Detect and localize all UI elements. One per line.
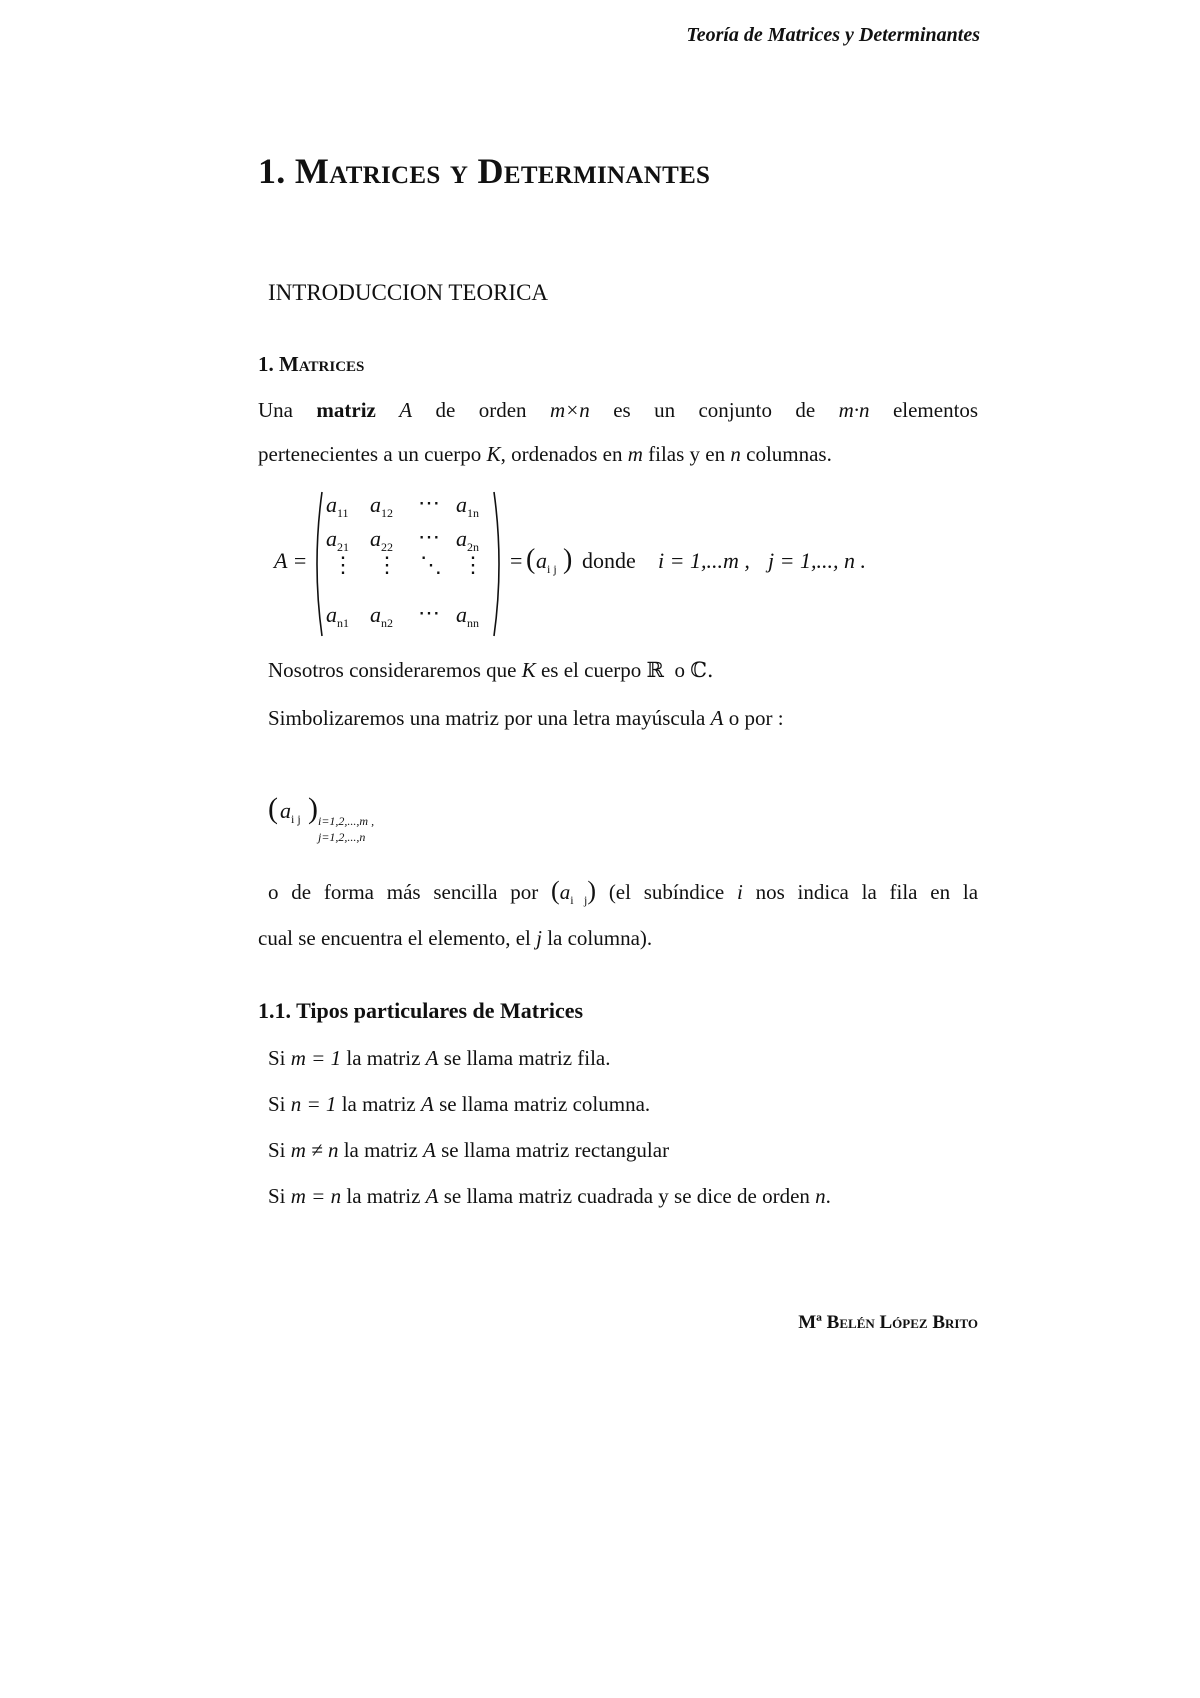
section-heading-matrices: 1. Matrices bbox=[258, 352, 365, 376]
math-A: A bbox=[710, 706, 724, 730]
bold-term-matriz: matriz bbox=[316, 398, 376, 422]
chapter-title-text: Matrices y Determinantes bbox=[294, 151, 711, 191]
math-A: A bbox=[399, 398, 413, 422]
matrix-cell: $a_{n1}$ bbox=[326, 602, 349, 630]
math-A: A bbox=[423, 1138, 436, 1162]
matrix-cell: $a_{12}$ bbox=[370, 492, 393, 520]
running-header: Teoría de Matrices y Determinantes bbox=[686, 24, 980, 46]
matrix-cell: ⋮ bbox=[376, 552, 398, 577]
math-A: A bbox=[425, 1184, 439, 1208]
definition-paragraph bbox=[258, 398, 978, 486]
matrix-equation bbox=[270, 490, 970, 640]
left-paren-icon bbox=[310, 490, 324, 638]
intro-heading: INTRODUCCION TEORICA bbox=[268, 280, 549, 305]
type-item-column: Si n = 1 la matriz A se llama matriz columna. bbox=[268, 1092, 651, 1116]
type-item-square: Si m = n la matriz A se llama matriz cuadrada y se dice de orden n. bbox=[268, 1184, 831, 1208]
text: la columna). bbox=[547, 926, 653, 950]
math-m: m bbox=[627, 442, 643, 466]
text: Nosotros consideraremos que bbox=[268, 658, 517, 682]
definition-line-1 bbox=[258, 398, 978, 442]
text: es el cuerpo bbox=[540, 658, 642, 682]
index-i-range: i=1,2,...,m , bbox=[318, 814, 375, 828]
math-K: K bbox=[521, 658, 536, 682]
simple-line-1: o de forma más sencilla por $(a_{i j})$ (el subíndice i nos indica la fila en la bbox=[268, 876, 979, 907]
text: filas y en bbox=[648, 442, 726, 466]
math-j: j bbox=[536, 926, 542, 950]
complex-symbol: ℂ. bbox=[690, 658, 714, 682]
simple-notation-paragraph bbox=[258, 876, 978, 970]
donde-text: donde bbox=[582, 548, 636, 573]
math-sub-ij: i j bbox=[570, 893, 588, 907]
matrix-cell: ⋯ bbox=[418, 490, 440, 515]
left-paren: ( bbox=[268, 792, 278, 825]
right-paren-aij: ) bbox=[563, 544, 573, 575]
matrix-cell: ⋮ bbox=[462, 552, 484, 577]
math-a: a bbox=[559, 880, 571, 904]
math-mxn: m×n bbox=[549, 398, 590, 422]
math-condition: n = 1 bbox=[290, 1092, 337, 1116]
matrix-cell: ⋯ bbox=[418, 600, 440, 625]
matrix-cell: $a_{n2}$ bbox=[370, 602, 393, 630]
range-j: j = 1,..., n . bbox=[768, 548, 866, 573]
matrix-cell: $a_{nn}$ bbox=[456, 602, 479, 630]
text: de orden bbox=[435, 398, 527, 422]
text: , ordenados en bbox=[500, 442, 623, 466]
definition-line-2 bbox=[258, 442, 978, 486]
text: Simbolizaremos una matriz por una letra mayúscula bbox=[268, 706, 706, 730]
simple-line-2 bbox=[258, 926, 978, 970]
right-paren: ) bbox=[308, 792, 318, 825]
text: (el subíndice bbox=[608, 880, 725, 904]
chapter-number: 1. bbox=[258, 151, 286, 191]
index-j-range: j=1,2,...,n bbox=[318, 830, 366, 844]
math-A: A bbox=[425, 1046, 439, 1070]
text: columnas. bbox=[746, 442, 832, 466]
matrix-cell: $a_{21}$ bbox=[326, 526, 349, 554]
matrix-cell: ⋮ bbox=[332, 552, 354, 577]
text: o de forma más sencilla por bbox=[268, 880, 539, 904]
math-n: n bbox=[815, 1184, 826, 1208]
chapter-title bbox=[258, 150, 710, 192]
notation-aij bbox=[268, 792, 428, 854]
matrix-cell: ⋱ bbox=[420, 552, 442, 577]
type-item-rectangular: Si m ≠ n la matriz A se llama matriz rectangular bbox=[268, 1138, 670, 1162]
math-i: i bbox=[736, 880, 743, 904]
author-signature: Mª Belén López Brito bbox=[798, 1312, 978, 1333]
subsection-heading: 1.1. Tipos particulares de Matrices bbox=[258, 998, 584, 1023]
text: Una bbox=[258, 398, 293, 422]
math-condition: m = n bbox=[290, 1184, 342, 1208]
matrix-equals: = bbox=[510, 548, 523, 573]
math-condition: m ≠ n bbox=[290, 1138, 339, 1162]
matrix-cell: ⋯ bbox=[418, 524, 440, 549]
matrix-lhs: A = bbox=[274, 548, 308, 573]
matrix-cell: $a_{22}$ bbox=[370, 526, 393, 554]
range-i: i = 1,...m , bbox=[658, 548, 750, 573]
text: o por : bbox=[728, 706, 784, 730]
right-paren-icon bbox=[492, 490, 506, 638]
math-A: A bbox=[420, 1092, 434, 1116]
matrix-cell: $a_{1n}$ bbox=[456, 492, 479, 520]
reals-symbol: ℝ bbox=[646, 658, 664, 682]
symbol-line bbox=[268, 706, 784, 731]
text: nos indica la fila en la bbox=[755, 880, 979, 904]
text: elementos bbox=[892, 398, 979, 422]
math-K: K bbox=[486, 442, 501, 466]
type-item-row: Si m = 1 la matriz A se llama matriz fila. bbox=[268, 1046, 611, 1070]
math-condition: m = 1 bbox=[290, 1046, 342, 1070]
text: pertenecientes a un cuerpo bbox=[258, 442, 482, 466]
text: es un conjunto de bbox=[613, 398, 816, 422]
field-line bbox=[268, 658, 714, 683]
notation-a: $a_{i j}$ bbox=[280, 798, 301, 826]
text: cual se encuentra el elemento, el bbox=[258, 926, 531, 950]
text: o bbox=[674, 658, 685, 682]
matrix-aij: $a_{i j}$ bbox=[536, 548, 557, 576]
math-mdotn: m·n bbox=[838, 398, 870, 422]
math-n: n bbox=[730, 442, 741, 466]
left-paren-aij: ( bbox=[526, 544, 536, 575]
matrix-cell: $a_{11}$ bbox=[326, 492, 349, 520]
matrix-cell: $a_{2n}$ bbox=[456, 526, 479, 554]
